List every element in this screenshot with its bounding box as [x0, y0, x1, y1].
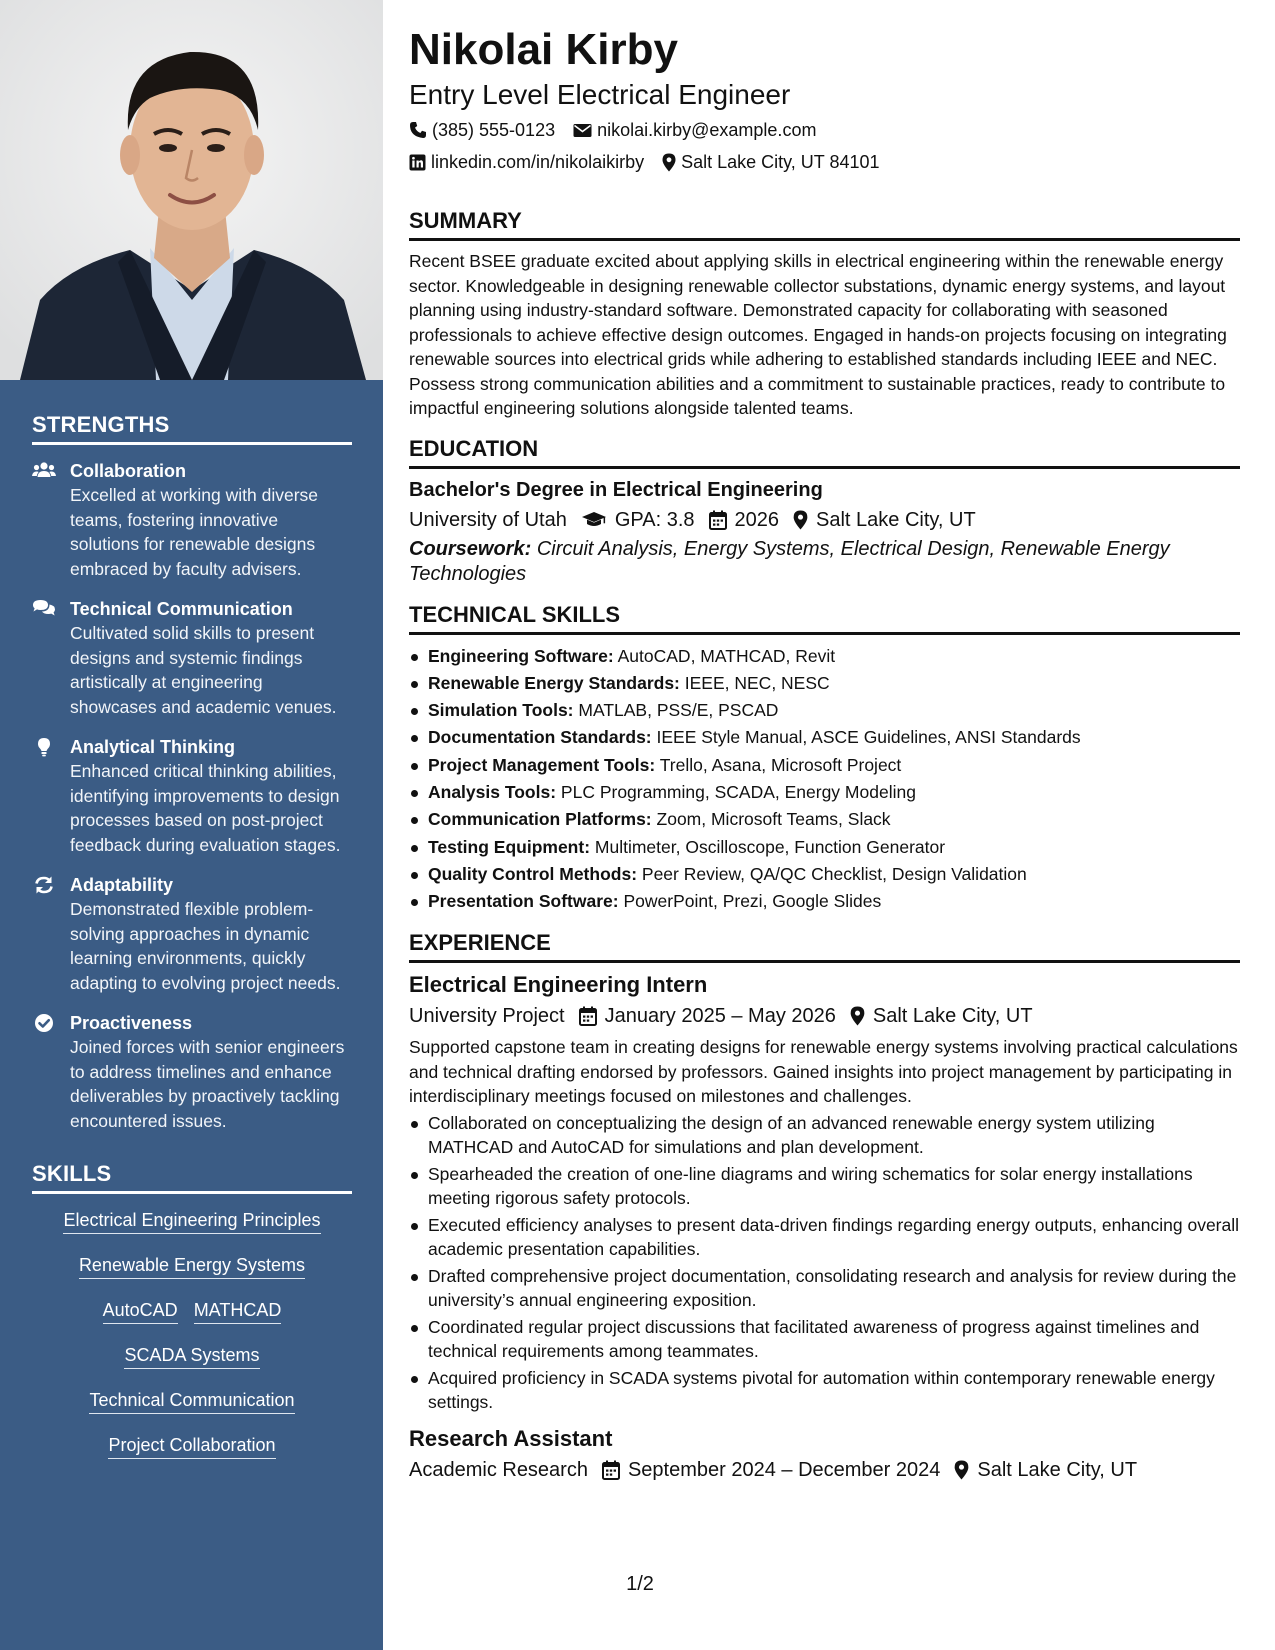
sync-icon [32, 873, 70, 995]
list-item: Spearheaded the creation of one-line diagrams and wiring schematics for solar energy installations meeting rigorous safety protocols. [409, 1162, 1240, 1211]
strength-item [32, 735, 352, 857]
strength-title: Adaptability [70, 875, 174, 895]
job-meta [409, 1002, 1240, 1030]
coursework-list: Circuit Analysis, Energy Systems, Electrical Design, Renewable Energy Technologies [409, 537, 1170, 585]
list-item: Testing Equipment: Multimeter, Oscilloscope, Function Generator [409, 834, 1240, 861]
calendar-icon [709, 510, 727, 530]
list-item: Acquired proficiency in SCADA systems pivotal for automation within contemporary renewable energy settings. [409, 1366, 1240, 1415]
strength-description: Enhanced critical thinking abilities, identifying improvements to design processes based on post-project feedback during evaluation stages. [70, 761, 341, 855]
skill-tag: AutoCAD [103, 1298, 178, 1324]
gpa: GPA: 3.8 [614, 508, 695, 531]
map-marker-icon [793, 510, 808, 530]
degree-title: Bachelor's Degree in Electrical Engineering [409, 478, 823, 501]
list-item: Coordinated regular project discussions that facilitated awareness of progress against timelines and technical requirements among teammates. [409, 1315, 1240, 1364]
list-item: Drafted comprehensive project documentation, consolidating research and analysis for review during the university’s annual engineering exposition. [409, 1264, 1240, 1313]
sidebar [0, 0, 383, 1650]
coursework-label: Coursework: [409, 537, 532, 560]
strengths-heading: STRENGTHS [32, 412, 352, 445]
job-organization: University Project [409, 1005, 565, 1028]
summary-text: Recent BSEE graduate excited about applying skills in electrical engineering within the renewable energy sector. Knowledgeable in designing renewable collector substations, dynamic energy systems, and layout planning using industry-standard software. Demonstrated capacity for collaborating with seasoned professionals to achieve effective design outcomes. Engaged in hands-on projects focusing on integrating renewable sources into electrical grids while adhering to established standards including IEEE and NEC. Possess strong communication abilities and a commitment to sustainable practices, ready to contribute to impactful engineering solutions alongside talented teams. [409, 251, 1227, 418]
experience-heading: EXPERIENCE [409, 929, 1240, 963]
education-section [409, 435, 1240, 587]
check-circle-icon [32, 1011, 70, 1133]
skill-tag: Technical Communication [89, 1388, 294, 1414]
job-description: Supported capstone team in creating designs for renewable energy systems involving practical calculations and technical drafting endorsed by professors. Gained insights into project management by participating in interdisciplinary meetings focused on milestones and challenges. [409, 1037, 1238, 1107]
skill-tag: Project Collaboration [108, 1433, 275, 1459]
graduation-year: 2026 [734, 508, 780, 531]
job-organization: Academic Research [409, 1458, 588, 1481]
strength-item [32, 597, 352, 719]
list-item: Quality Control Methods: Peer Review, QA/QC Checklist, Design Validation [409, 861, 1240, 888]
skill-tag: MATHCAD [194, 1298, 282, 1324]
linkedin-contact[interactable] [409, 150, 644, 174]
envelope-icon [573, 123, 592, 138]
coursework [409, 537, 1240, 587]
map-marker-icon [662, 153, 676, 172]
job-dates: September 2024 – December 2024 [627, 1458, 941, 1481]
phone-number: (385) 555-0123 [432, 120, 556, 140]
strength-item [32, 459, 352, 581]
job-title: Research Assistant [409, 1425, 613, 1451]
strength-item [32, 1011, 352, 1133]
comments-icon [32, 597, 70, 719]
strength-title: Collaboration [70, 461, 186, 481]
list-item: Collaborated on conceptualizing the design of an advanced renewable energy system utilizing MATHCAD and AutoCAD for simulations and plan development. [409, 1111, 1240, 1160]
location-contact [662, 150, 879, 174]
skill-tag: Electrical Engineering Principles [63, 1208, 320, 1234]
strength-title: Technical Communication [70, 599, 293, 619]
job-title: Electrical Engineering Intern [409, 972, 708, 998]
education-heading: EDUCATION [409, 435, 1240, 469]
contact-info [409, 118, 1240, 142]
strength-description: Excelled at working with diverse teams, fostering innovative solutions for renewable designs embraced by faculty advisers. [70, 485, 319, 579]
main-content [409, 24, 1240, 1484]
skill-tag: SCADA Systems [124, 1343, 259, 1369]
lightbulb-icon [32, 735, 70, 857]
list-item: Documentation Standards: IEEE Style Manual, ASCE Guidelines, ANSI Standards [409, 724, 1240, 751]
list-item: Project Management Tools: Trello, Asana, Microsoft Project [409, 752, 1240, 779]
linkedin-icon [409, 154, 426, 171]
strength-description: Cultivated solid skills to present designs and systemic findings artistically at engineering showcases and academic venues. [70, 623, 337, 717]
list-item: Engineering Software: AutoCAD, MATHCAD, Revit [409, 643, 1240, 670]
experience-section [409, 929, 1240, 1484]
candidate-name: Nikolai Kirby [409, 25, 678, 74]
job-bullets [409, 1111, 1240, 1415]
job-meta [409, 1456, 1240, 1484]
contact-info-secondary [409, 150, 1240, 174]
profile-photo [0, 0, 383, 380]
calendar-icon [602, 1460, 620, 1480]
sidebar-content [32, 412, 352, 1478]
map-marker-icon [850, 1006, 865, 1026]
job-location: Salt Lake City, UT [977, 1458, 1138, 1481]
strength-item [32, 873, 352, 995]
technical-skills-list [409, 643, 1240, 916]
list-item: Executed efficiency analyses to present data-driven findings regarding energy outputs, enhancing overall academic presentation capabilities. [409, 1213, 1240, 1262]
school-location: Salt Lake City, UT [816, 508, 976, 531]
job-entry [409, 971, 1240, 1415]
summary-heading: SUMMARY [409, 207, 1240, 241]
education-meta [409, 506, 1240, 534]
phone-contact[interactable] [409, 118, 555, 142]
job-dates: January 2025 – May 2026 [604, 1005, 836, 1028]
technical-skills-heading: TECHNICAL SKILLS [409, 601, 1240, 635]
page-number: 1/2 [626, 1573, 654, 1595]
skill-tag: Renewable Energy Systems [79, 1253, 305, 1279]
list-item: Simulation Tools: MATLAB, PSS/E, PSCAD [409, 697, 1240, 724]
email-address: nikolai.kirby@example.com [597, 120, 817, 140]
list-item: Communication Platforms: Zoom, Microsoft Teams, Slack [409, 806, 1240, 833]
technical-skills-section [409, 601, 1240, 916]
graduation-cap-icon [581, 511, 607, 529]
phone-icon [409, 121, 427, 139]
candidate-role: Entry Level Electrical Engineer [409, 79, 791, 110]
strength-description: Demonstrated flexible problem-solving approaches in dynamic learning environments, quickly adapting to evolving project needs. [70, 899, 341, 993]
strength-title: Analytical Thinking [70, 737, 236, 757]
job-entry [409, 1425, 1240, 1484]
list-item: Renewable Energy Standards: IEEE, NEC, NESC [409, 670, 1240, 697]
strength-title: Proactiveness [70, 1013, 193, 1033]
list-item: Presentation Software: PowerPoint, Prezi, Google Slides [409, 888, 1240, 915]
school-name: University of Utah [409, 508, 567, 531]
users-icon [32, 459, 70, 581]
list-item: Analysis Tools: PLC Programming, SCADA, Energy Modeling [409, 779, 1240, 806]
linkedin-url: linkedin.com/in/nikolaikirby [431, 152, 645, 172]
calendar-icon [579, 1006, 597, 1026]
skills-heading: SKILLS [32, 1161, 352, 1194]
strength-description: Joined forces with senior engineers to address timelines and enhance deliverables by proactively tackling encountered issues. [70, 1037, 345, 1131]
summary-section [409, 207, 1240, 421]
map-marker-icon [954, 1460, 969, 1480]
job-location: Salt Lake City, UT [872, 1005, 1033, 1028]
email-contact[interactable] [573, 118, 816, 142]
location-text: Salt Lake City, UT 84101 [681, 152, 880, 172]
